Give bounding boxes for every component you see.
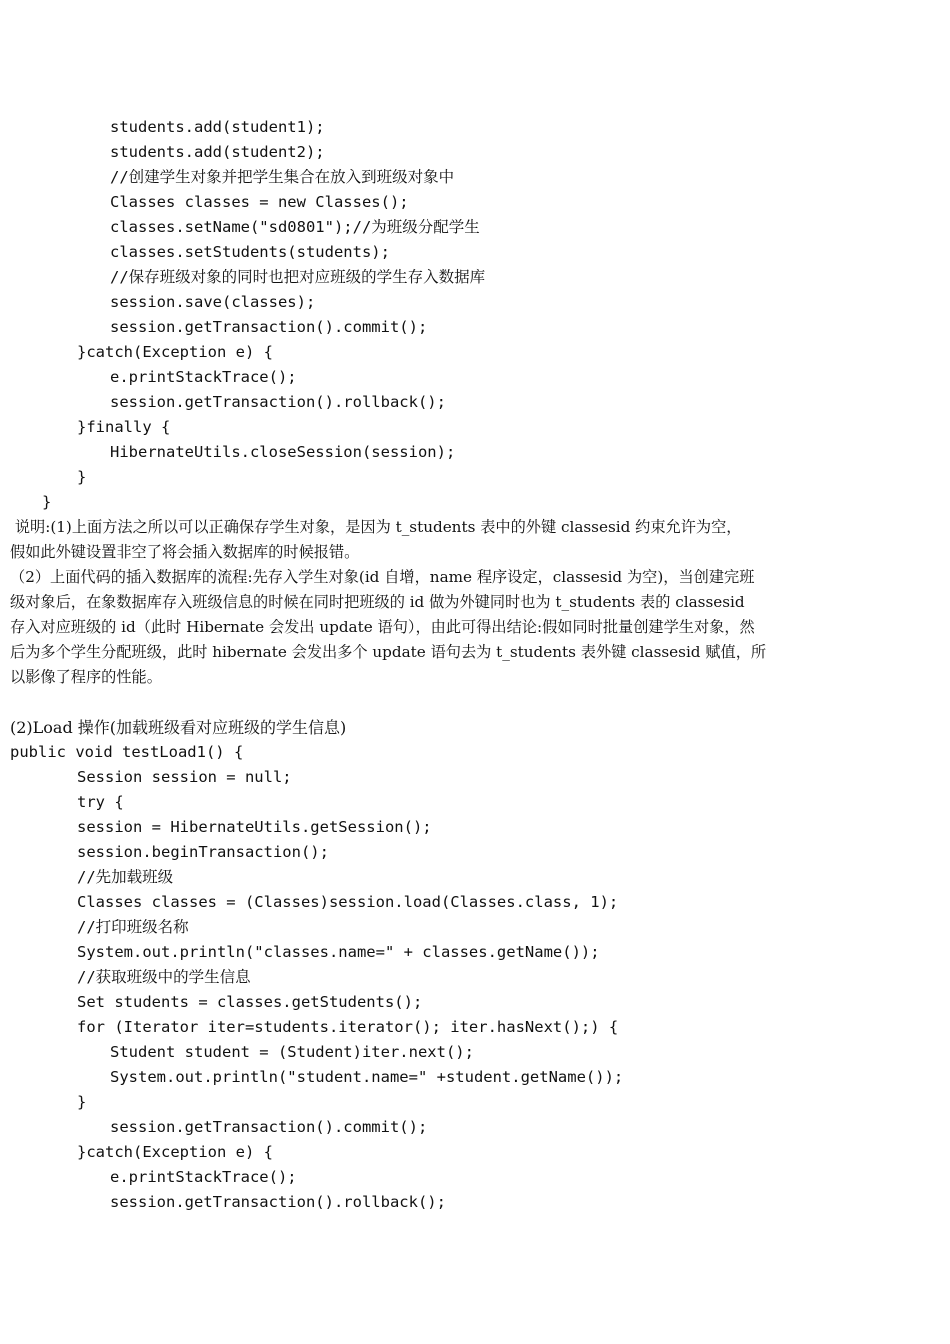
code-line: classes.setStudents(students); [110,243,390,261]
code-line: students.add(student2); [110,143,325,161]
explanation-line: 存入对应班级的 id（此时 Hibernate 会发出 update 语句），由此可得出结论:假如同时批量创建学生对象，然 [10,618,755,636]
code-line: Classes classes = (Classes)session.load(Classes.class, 1); [77,893,619,911]
code-comment: //先加载班级 [77,868,174,886]
explanation-line: 级对象后，在象数据库存入班级信息的时候在同时把班级的 id 做为外键同时也为 t_students 表的 classesid [10,593,745,611]
code-line: Set students = classes.getStudents(); [77,993,423,1011]
code-comment: //打印班级名称 [77,918,189,936]
code-line: public void testLoad1() { [10,743,244,761]
explanation-line: （2）上面代码的插入数据库的流程:先存入学生对象(id 自增，name 程序设定，classesid 为空)，当创建完班 [10,568,755,586]
code-line: } [77,468,87,486]
code-line: } [77,1093,87,1111]
code-comment: //获取班级中的学生信息 [77,968,251,986]
code-line: HibernateUtils.closeSession(session); [110,443,456,461]
code-line: students.add(student1); [110,118,325,136]
code-line: session.getTransaction().rollback(); [110,393,446,411]
code-line: session.getTransaction().commit(); [110,1118,428,1136]
code-line: session.beginTransaction(); [77,843,329,861]
explanation-line: 假如此外键设置非空了将会插入数据库的时候报错。 [10,543,360,561]
code-line: session.getTransaction().commit(); [110,318,428,336]
code-line: } [42,493,52,511]
code-line: session = HibernateUtils.getSession(); [77,818,432,836]
code-line: Student student = (Student)iter.next(); [110,1043,474,1061]
code-line: try { [77,793,124,811]
section-heading: (2)Load 操作(加载班级看对应班级的学生信息) [10,718,347,737]
explanation-line: 后为多个学生分配班级，此时 hibernate 会发出多个 update 语句去为 t_students 表外键 classesid 赋值，所 [10,643,767,661]
code-line: e.printStackTrace(); [110,368,297,386]
code-comment: //保存班级对象的同时也把对应班级的学生存入数据库 [110,268,486,286]
code-line: }catch(Exception e) { [77,343,273,361]
code-line: System.out.println("classes.name=" + classes.getName()); [77,943,600,961]
code-line: e.printStackTrace(); [110,1168,297,1186]
code-line: classes.setName("sd0801");//为班级分配学生 [110,218,480,236]
code-line: System.out.println("student.name=" +student.getName()); [110,1068,624,1086]
code-line: Classes classes = new Classes(); [110,193,409,211]
code-line: Session session = null; [77,768,292,786]
explanation-line: 以影像了程序的性能。 [10,668,162,686]
code-line: for (Iterator iter=students.iterator(); iter.hasNext();) { [77,1018,619,1036]
code-comment: //创建学生对象并把学生集合在放入到班级对象中 [110,168,455,186]
code-line: session.save(classes); [110,293,316,311]
code-line: }catch(Exception e) { [77,1143,273,1161]
code-line: }finally { [77,418,171,436]
code-line: session.getTransaction().rollback(); [110,1193,446,1211]
explanation-line: 说明:(1)上面方法之所以可以正确保存学生对象，是因为 t_students 表中的外键 classesid 约束允许为空， [10,518,742,536]
